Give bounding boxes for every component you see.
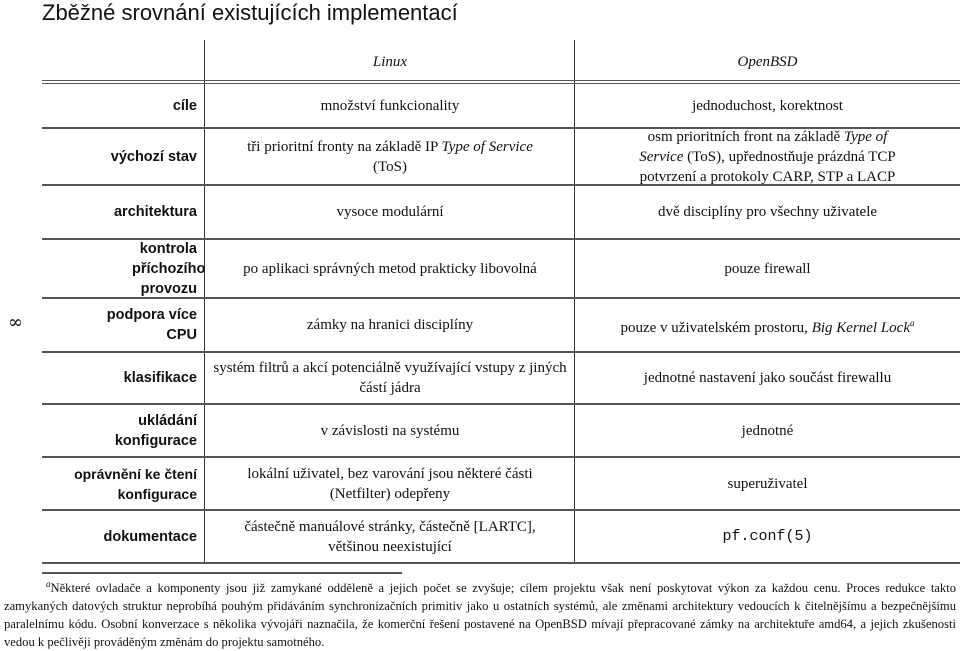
footnote: [0, 575, 960, 651]
row-label: klasifikace: [123, 370, 197, 386]
openbsd-cell: dvě disciplíny pro všechny uživatele: [657, 204, 878, 220]
row-label: oprávnění ke čtení konfigurace: [74, 465, 197, 502]
linux-cell: v závislosti na systému: [320, 422, 460, 439]
footnote-rule: [42, 572, 402, 574]
text-italic: Type of Service: [639, 128, 888, 165]
openbsd-cell: pouze firewall: [724, 260, 811, 277]
text-italic: Big Kernel Lock: [811, 319, 911, 336]
linux-cell: lokální uživatel, bez varování jsou některé části (Netfilter) odepřeny: [247, 465, 533, 502]
linux-cell: systém filtrů a akcí potenciálně využívající vstupy z jiných částí jádra: [213, 360, 567, 396]
text: (ToS), upřednostňuje prázdná TCP potvrzení a protokoly CARP, STP a LACP: [639, 148, 896, 185]
text: pouze v uživatelském prostoru,: [620, 319, 812, 336]
openbsd-cell: [575, 313, 960, 338]
table-row: [42, 405, 960, 456]
page-title: Zběžné srovnání existujících implementací: [42, 0, 458, 25]
text: (ToS): [373, 158, 407, 175]
table-row: [42, 353, 960, 403]
row-label: architektura: [113, 204, 197, 220]
header-linux: Linux: [372, 54, 408, 70]
footnote-mark[interactable]: a: [910, 317, 915, 328]
linux-cell: zámky na hranici disciplíny: [306, 317, 474, 333]
table-row: [42, 511, 960, 562]
row-label: ukládání konfigurace: [114, 412, 197, 449]
row-label: kontrola příchozího provozu: [132, 240, 206, 297]
footnote-text: Některé ovladače a komponenty jsou již zamykané odděleně a jejich počet se zvyšuje; cílem projektu však není poskytovat výkon za každou cenu. Proces redukce takto zamykaných datových struktur neprobíhá pouhým přidáváním synchronizačních primitiv jako u ostatních systémů, ale změnami architektury vedoucích k čitelnějšímu a bezpečnějšímu paralelnímu kódu. Osobní konverzace s několika vývojáři naznačila, že komerční řešení postavené na OpenBSD mívají přepracované zámky na architektuře amd64, a jejich zkušenosti vedou k pečlivěji prováděným změnám do projektu samotného.: [4, 581, 956, 650]
text: tři prioritní fronty na základě IP: [247, 138, 442, 155]
row-label: výchozí stav: [110, 148, 197, 165]
linux-cell: množství funkcionality: [320, 98, 460, 114]
openbsd-cell: pf.conf(5): [722, 527, 813, 545]
linux-cell: vysoce modulární: [336, 204, 444, 220]
table-row: [42, 129, 960, 184]
linux-cell: [205, 137, 575, 177]
openbsd-cell: jednoduchost, korektnost: [692, 98, 843, 114]
openbsd-cell: [575, 127, 960, 187]
table-row: [42, 240, 960, 297]
openbsd-cell: superuživatel: [727, 475, 808, 492]
openbsd-cell: jednotné nastavení jako součást firewallu: [643, 370, 892, 386]
table-header: [42, 44, 960, 80]
header-openbsd: OpenBSD: [737, 54, 798, 70]
row-label: podpora více CPU: [106, 307, 197, 343]
linux-cell: částečně manuálové stránky, částečně [LARTC], většinou neexistující: [244, 518, 536, 555]
text-italic: Type of Service: [441, 138, 533, 155]
row-label: cíle: [172, 98, 197, 114]
table-row: [42, 458, 960, 509]
table-row: [42, 85, 960, 127]
infinity-symbol: ∞: [8, 312, 23, 333]
footnote-mark: a: [46, 579, 51, 589]
table-row: [42, 186, 960, 238]
table-row: [42, 299, 960, 351]
text: osm prioritních front na základě: [647, 128, 844, 145]
openbsd-cell: jednotné: [741, 422, 794, 439]
row-label: dokumentace: [103, 528, 197, 545]
linux-cell: po aplikaci správných metod prakticky libovolná: [243, 260, 537, 277]
